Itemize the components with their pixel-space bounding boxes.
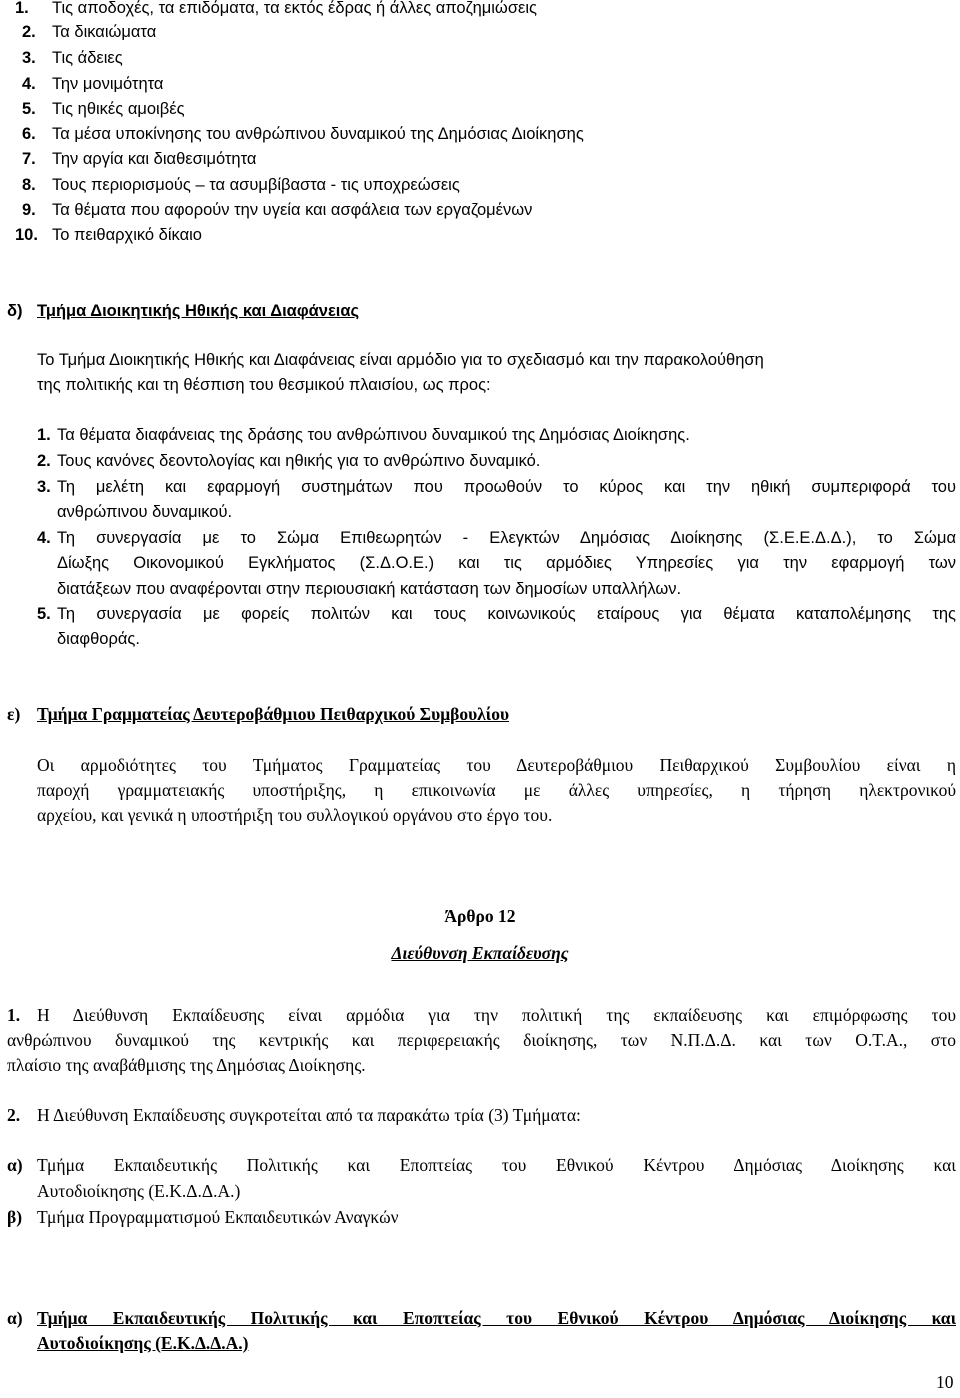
section-d-item-2: Τους κανόνες δεοντολογίας και ηθικής για το ανθρώπινο δυναμικό. xyxy=(57,452,541,470)
list-a-item-4: Την μονιμότητα xyxy=(52,75,164,93)
section-d-heading: Τμήμα Διοικητικής Ηθικής και Διαφάνειας xyxy=(37,302,360,320)
list-a-item-7: Την αργία και διαθεσιμότητα xyxy=(52,150,257,168)
section-d-item-3-line-2: ανθρώπινου δυναμικού. xyxy=(57,503,233,521)
list-a-item-6: Τα μέσα υποκίνησης του ανθρώπινου δυναμικού της Δημόσιας Διοίκησης xyxy=(52,125,584,143)
list-a-num-6: 6. xyxy=(22,125,36,143)
dept-a-label: α) xyxy=(7,1155,23,1175)
page-number: 10 xyxy=(936,1372,954,1392)
section-d-item-4-line-1: Τη συνεργασία με το Σώμα Επιθεωρητών - Ελεγκτών Δημόσιας Διοίκησης (Σ.Ε.Ε.Δ.Δ.), το Σώμα xyxy=(57,529,956,547)
list-a-item-8: Τους περιορισμούς – τα ασυμβίβαστα - τις υποχρεώσεις xyxy=(52,176,460,194)
section-e-heading: Τμήμα Γραμματείας Δευτεροβάθμιου Πειθαρχικού Συμβουλίου xyxy=(37,704,510,724)
section-d-item-3-line-1: Τη μελέτη και εφαρμογή συστημάτων που προωθούν το κύρος και την ηθική συμπεριφορά του xyxy=(57,478,956,496)
section-d-num-5: 5. xyxy=(37,605,51,623)
list-a-num-2: 2. xyxy=(22,23,36,41)
section-d-item-4-line-2: Δίωξης Οικονομικού Εγκλήματος (Σ.Δ.Ο.Ε.) και τις αρμόδιες Υπηρεσίες για την εφαρμογή των xyxy=(57,554,956,572)
list-a-item-10: Το πειθαρχικό δίκαιο xyxy=(52,226,202,244)
list-a-item-3: Τις άδειες xyxy=(52,49,123,67)
article-p2-num: 2. xyxy=(7,1105,21,1125)
dept-a-line-2: Αυτοδιοίκησης (Ε.Κ.Δ.Δ.Α.) xyxy=(37,1181,241,1201)
list-a-num-4: 4. xyxy=(22,75,36,93)
section-d-item-4-line-3: διατάξεων που αναφέρονται στην περιουσιακή κατάσταση των δημοσίων υπαλλήλων. xyxy=(57,580,682,598)
list-a-num-7: 7. xyxy=(22,150,36,168)
section-d-intro-2: της πολιτικής και τη θέσπιση του θεσμικού πλαισίου, ως προς: xyxy=(37,376,491,394)
dept-b-label: β) xyxy=(7,1207,23,1227)
list-a-num-1: 1. xyxy=(15,0,29,17)
article-p1-line-3: πλαίσιο της αναβάθμισης της Δημόσιας Διοίκησης. xyxy=(7,1055,366,1075)
list-a-item-1: Τις αποδοχές, τα επιδόματα, τα εκτός έδρας ή άλλες αποζημιώσεις xyxy=(52,0,537,17)
list-a-item-9: Τα θέματα που αφορούν την υγεία και ασφάλεια των εργαζομένων xyxy=(52,201,533,219)
list-a-item-2: Τα δικαιώματα xyxy=(52,23,157,41)
sub-heading-line-2: Αυτοδιοίκησης (Ε.Κ.Δ.Δ.Α.) xyxy=(37,1333,249,1353)
section-d-num-1: 1. xyxy=(37,426,51,444)
section-d-num-2: 2. xyxy=(37,452,51,470)
article-p1-line-1: Η Διεύθυνση Εκπαίδευσης είναι αρμόδια για την πολιτική της εκπαίδευσης και επιμόρφωσης του xyxy=(37,1005,956,1025)
article-p1-num: 1. xyxy=(7,1005,21,1025)
section-d-num-4: 4. xyxy=(37,529,51,547)
list-a-num-3: 3. xyxy=(22,49,36,67)
list-a-num-8: 8. xyxy=(22,176,36,194)
section-d-label: δ) xyxy=(7,302,23,320)
section-e-label: ε) xyxy=(7,704,21,724)
section-d-num-3: 3. xyxy=(37,478,51,496)
list-a-num-5: 5. xyxy=(22,100,36,118)
list-a-num-9: 9. xyxy=(22,201,36,219)
dept-b-line-1: Τμήμα Προγραμματισμού Εκπαιδευτικών Αναγκών xyxy=(37,1207,399,1227)
list-a-num-10: 10. xyxy=(15,226,38,244)
section-d-item-5-line-2: διαφθοράς. xyxy=(57,630,140,648)
section-e-line-3: αρχείου, και γενικά η υποστήριξη του συλλογικού οργάνου στο έργο του. xyxy=(37,805,553,825)
article-title: Άρθρο 12 xyxy=(444,906,516,926)
section-d-item-1: Τα θέματα διαφάνειας της δράσης του ανθρώπινου δυναμικού της Δημόσιας Διοίκησης. xyxy=(57,426,690,444)
article-p1-line-2: ανθρώπινου δυναμικού της κεντρικής και περιφερειακής διοίκησης, των Ν.Π.Δ.Δ. και των Ο.Τ.Α., στο xyxy=(7,1030,956,1050)
section-d-intro-1: Το Τμήμα Διοικητικής Ηθικής και Διαφάνειας είναι αρμόδιο για το σχεδιασμό και την παρακολούθηση xyxy=(37,351,764,369)
article-p2-text: Η Διεύθυνση Εκπαίδευσης συγκροτείται από τα παρακάτω τρία (3) Τμήματα: xyxy=(37,1105,581,1125)
section-e-line-2: παροχή γραμματειακής υποστήριξης, η επικοινωνία με άλλες υπηρεσίες, η τήρηση ηλεκτρονικού xyxy=(37,780,956,800)
sub-heading-label: α) xyxy=(7,1308,23,1328)
section-d-item-5-line-1: Τη συνεργασία με φορείς πολιτών και τους κοινωνικούς εταίρους για θέματα καταπολέμησης της xyxy=(57,605,956,623)
article-subtitle: Διεύθυνση Εκπαίδευσης xyxy=(391,943,569,963)
list-a-item-5: Τις ηθικές αμοιβές xyxy=(52,100,185,118)
sub-heading-line-1: Τμήμα Εκπαιδευτικής Πολιτικής και Εποπτείας του Εθνικού Κέντρου Δημόσιας Διοίκησης και xyxy=(37,1308,956,1328)
section-e-line-1: Οι αρμοδιότητες του Τμήματος Γραμματείας του Δευτεροβάθμιου Πειθαρχικού Συμβουλίου είναι η xyxy=(37,755,956,775)
dept-a-line-1: Τμήμα Εκπαιδευτικής Πολιτικής και Εποπτείας του Εθνικού Κέντρου Δημόσιας Διοίκησης και xyxy=(37,1155,956,1175)
